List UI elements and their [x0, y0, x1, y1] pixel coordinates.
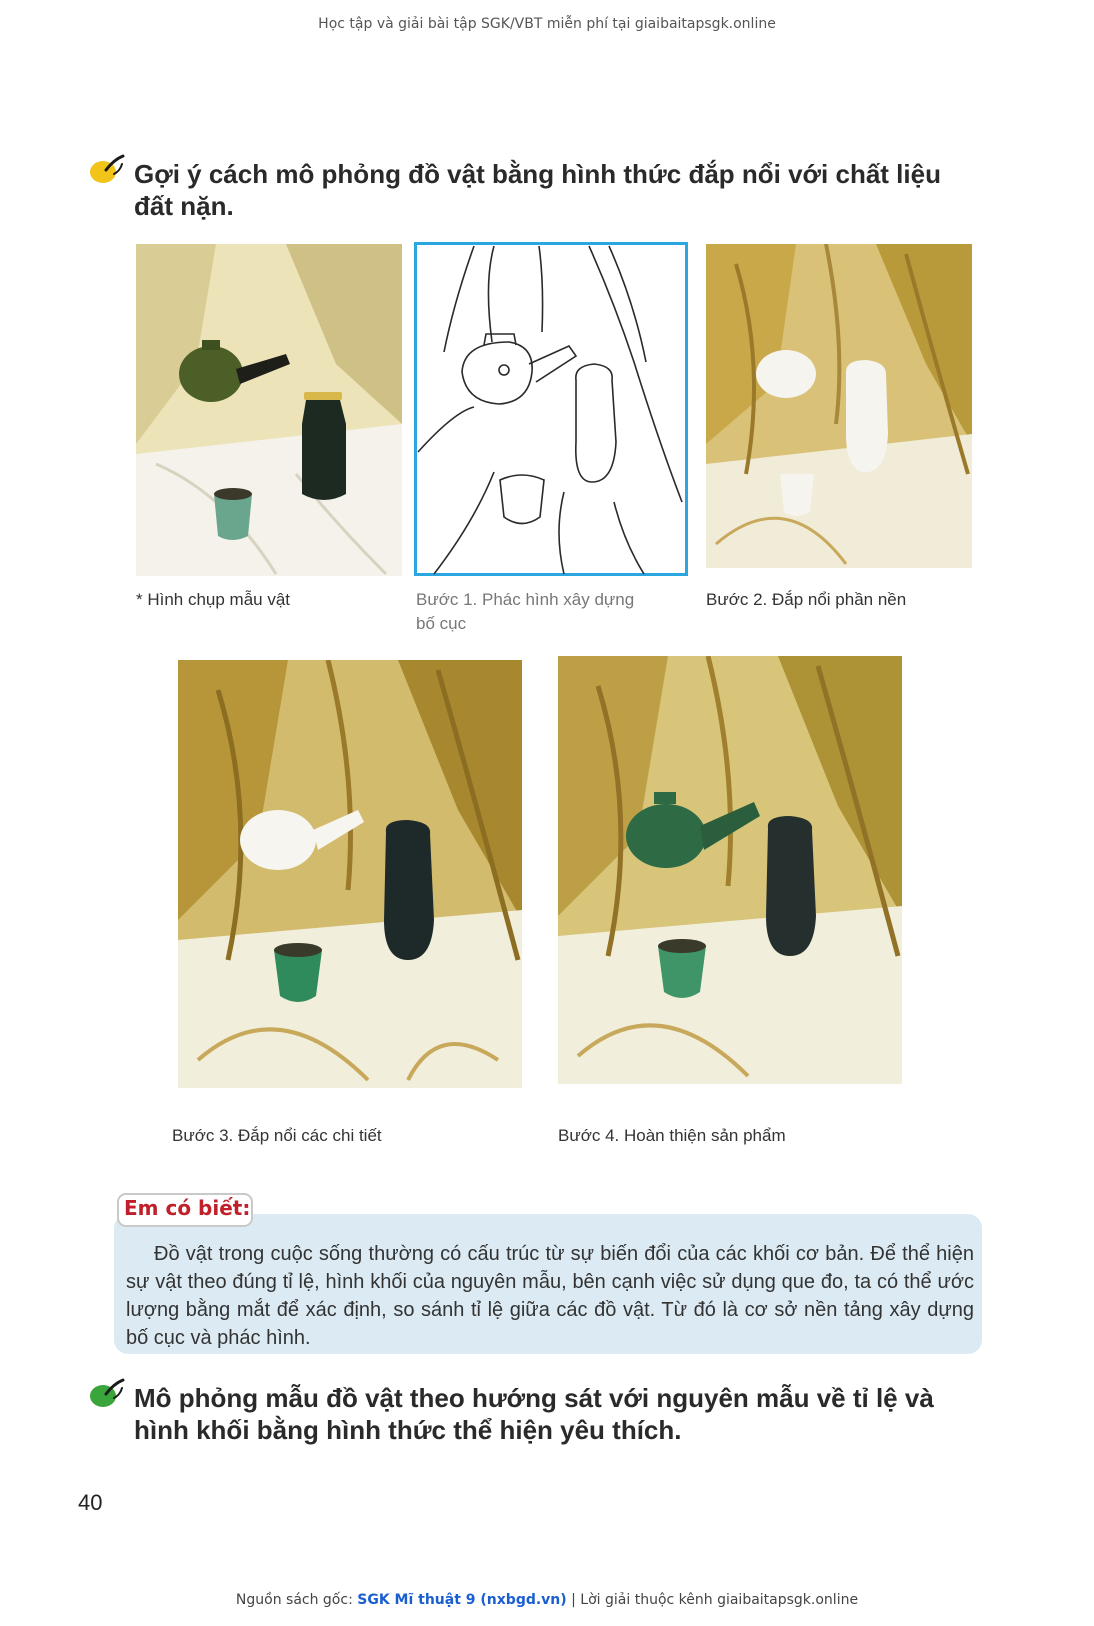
step3-relief — [178, 660, 522, 1088]
info-text: Đồ vật trong cuộc sống thường có cấu trúc từ sự biến đổi của các khối cơ bản. Để thể hiện sự vật theo đúng tỉ lệ, hình khối của nguyên mẫu, bên cạnh việc sử dụng que đo, ta có thể ước lượng bằng mắt để xác định, so sánh tỉ lệ giữa các đồ vật. Từ đó là cơ sở nền tảng xây dựng bố cục và phác hình. — [126, 1243, 974, 1349]
section1-title — [134, 158, 994, 222]
brush-bullet-icon — [86, 1376, 126, 1412]
section1-title-line2: đất nặn. — [134, 191, 234, 221]
caption-step1-line2: bố cục — [416, 614, 467, 633]
caption-step2: Bước 2. Đắp nổi phần nền — [706, 590, 907, 609]
footer-suffix: | Lời giải thuộc kênh giaibaitapsgk.online — [566, 1592, 859, 1608]
caption-step1 — [416, 588, 676, 636]
info-tag: Em có biết: — [124, 1196, 251, 1220]
footer-source-link[interactable]: SGK Mĩ thuật 9 (nxbgd.vn) — [357, 1592, 567, 1608]
section2-title-line2: hình khối bằng hình thức thể hiện yêu thích. — [134, 1415, 682, 1445]
caption-photo: * Hình chụp mẫu vật — [136, 590, 291, 609]
top-note: Học tập và giải bài tập SGK/VBT miễn phí tại giaibaitapsgk.online — [318, 16, 776, 32]
caption-step4: Bước 4. Hoàn thiện sản phẩm — [558, 1126, 786, 1145]
page-number: 40 — [78, 1490, 103, 1515]
caption-step1-line1: Bước 1. Phác hình xây dựng — [416, 590, 635, 609]
still-life-photo — [136, 244, 402, 576]
footer-prefix: Nguồn sách gốc: — [235, 1592, 358, 1608]
section2-title — [134, 1382, 994, 1446]
section1-title-line1: Gợi ý cách mô phỏng đồ vật bằng hình thức đắp nổi với chất liệu — [134, 159, 941, 189]
caption-step3: Bước 3. Đắp nổi các chi tiết — [172, 1126, 382, 1145]
step2-relief — [706, 244, 972, 568]
step1-sketch — [414, 242, 688, 576]
section2-title-line1: Mô phỏng mẫu đồ vật theo hướng sát với nguyên mẫu về tỉ lệ và — [134, 1383, 934, 1413]
footer — [0, 1592, 1094, 1608]
step4-relief — [558, 656, 902, 1084]
brush-bullet-icon — [86, 152, 126, 188]
